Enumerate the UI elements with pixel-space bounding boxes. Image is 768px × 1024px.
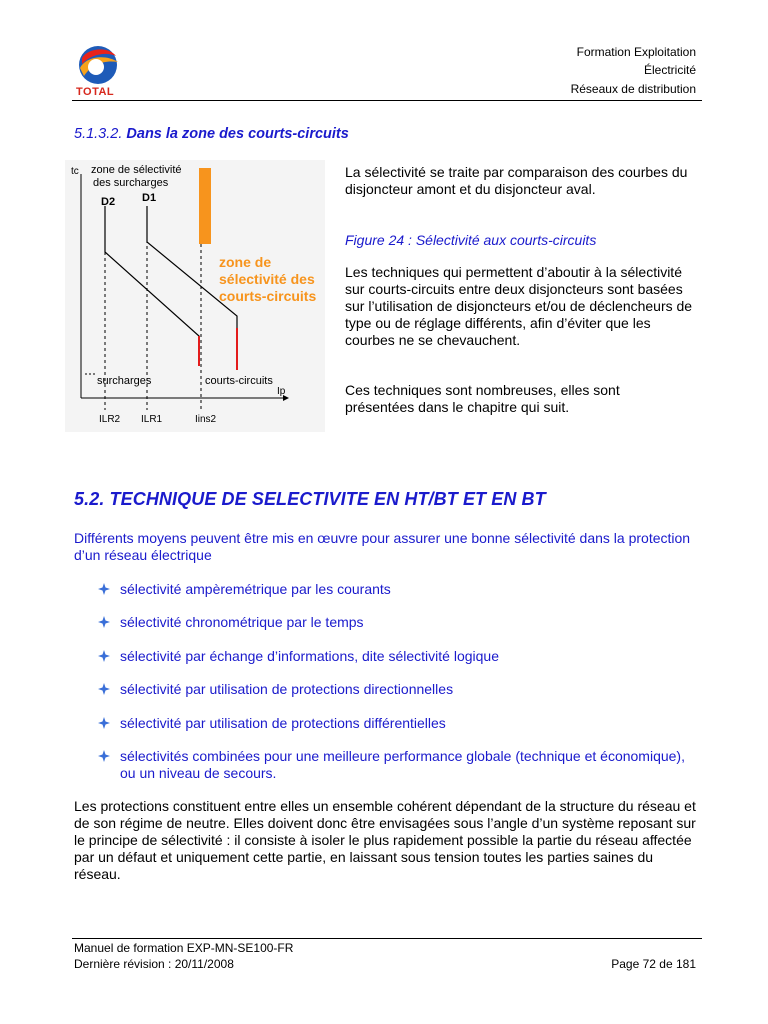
paragraph-2: Les techniques qui permettent d’aboutir à la sélectivité sur courts-circuits entre deux disjoncteurs sont basées sur l’utilisation de disjoncteurs et/ou de déclencheurs de type ou de réglage différents, afin d’éviter que les courbes ne se chevauchent. — [345, 264, 693, 348]
bullet-text: sélectivités combinées pour une meilleure performance globale (technique et économique), ou un niveau de secours. — [120, 748, 685, 781]
total-logo — [74, 42, 124, 100]
tick-ilr1: ILR1 — [141, 414, 163, 425]
bullet-text: sélectivité par échange d’informations, dite sélectivité logique — [120, 648, 499, 664]
bullet-icon — [98, 650, 110, 662]
zone-surcharges-line1: zone de sélectivité — [91, 164, 182, 176]
section-52-intro: Différents moyens peuvent être mis en œuvre pour assurer une bonne sélectivité dans la protection d’un réseau électrique — [74, 530, 691, 563]
bullet-icon — [98, 616, 110, 628]
tick-iins2: Iins2 — [195, 414, 217, 425]
surcharges-label: surcharges — [97, 375, 152, 387]
section-heading-52: 5.2. TECHNIQUE DE SELECTIVITE EN HT/BT ET EN BT — [74, 489, 546, 509]
list-item — [98, 648, 698, 666]
header-line-1: Formation Exploitation — [576, 45, 696, 59]
bullet-icon — [98, 683, 110, 695]
header-line-2: Électricité — [643, 63, 696, 77]
x-axis-label: Ip — [277, 386, 286, 397]
tick-ilr2: ILR2 — [99, 414, 121, 425]
logo-text: TOTAL — [76, 86, 115, 98]
bullet-icon — [98, 583, 110, 595]
orange-zone-bar — [199, 168, 211, 244]
list-item — [98, 614, 698, 632]
list-item — [98, 715, 698, 733]
d2-label: D2 — [101, 196, 116, 208]
bullet-text: sélectivité par utilisation de protections directionnelles — [120, 681, 454, 697]
courts-circuits-label: courts-circuits — [205, 375, 273, 387]
curve-d2 — [105, 206, 199, 366]
footer-revision: Dernière révision : 20/11/2008 — [74, 957, 234, 971]
zone-cc-line3: courts-circuits — [219, 288, 317, 304]
footer-rule — [72, 938, 702, 939]
bullet-icon — [98, 750, 110, 762]
bullet-text: sélectivité par utilisation de protections différentielles — [120, 715, 446, 731]
d1-label: D1 — [142, 192, 157, 204]
y-axis-label: tc — [71, 166, 79, 177]
header-line-3: Réseaux de distribution — [570, 82, 696, 96]
closing-paragraph: Les protections constituent entre elles un ensemble cohérent dépendant de la structure du réseau et de son régime de neutre. Elles doivent donc être envisagées sous l’angle d’un système reposant sur le principe de sélectivité : il consiste à isoler le plus rapidement possible la partie du réseau affectée par un défaut et uniquement cette partie, en laissant sous tension toutes les parties saines du réseau. — [74, 798, 696, 882]
bullet-text: sélectivité ampèremétrique par les courants — [120, 581, 391, 597]
paragraph-1: La sélectivité se traite par comparaison des courbes du disjoncteur amont et du disjoncteur aval. — [345, 164, 688, 197]
section-title: Dans la zone des courts-circuits — [126, 126, 349, 142]
section-heading-5132 — [74, 126, 349, 142]
bullet-text: sélectivité chronométrique par le temps — [120, 614, 364, 630]
zone-cc-line1: zone de — [219, 254, 272, 270]
list-item — [98, 581, 698, 599]
list-item — [98, 748, 698, 784]
footer-page: Page 72 de 181 — [611, 957, 696, 971]
figure-caption: Figure 24 : Sélectivité aux courts-circuits — [345, 232, 597, 248]
paragraph-3: Ces techniques sont nombreuses, elles sont présentées dans le chapitre qui suit. — [345, 382, 620, 415]
list-item — [98, 681, 698, 699]
header-rule — [72, 100, 702, 101]
selectivity-figure — [65, 160, 325, 432]
bullet-icon — [98, 717, 110, 729]
zone-surcharges-line2: des surcharges — [93, 177, 169, 189]
footer-manual: Manuel de formation EXP-MN-SE100-FR — [74, 941, 294, 955]
zone-cc-line2: sélectivité des — [219, 271, 315, 287]
section-number: 5.1.3.2. — [74, 126, 123, 142]
